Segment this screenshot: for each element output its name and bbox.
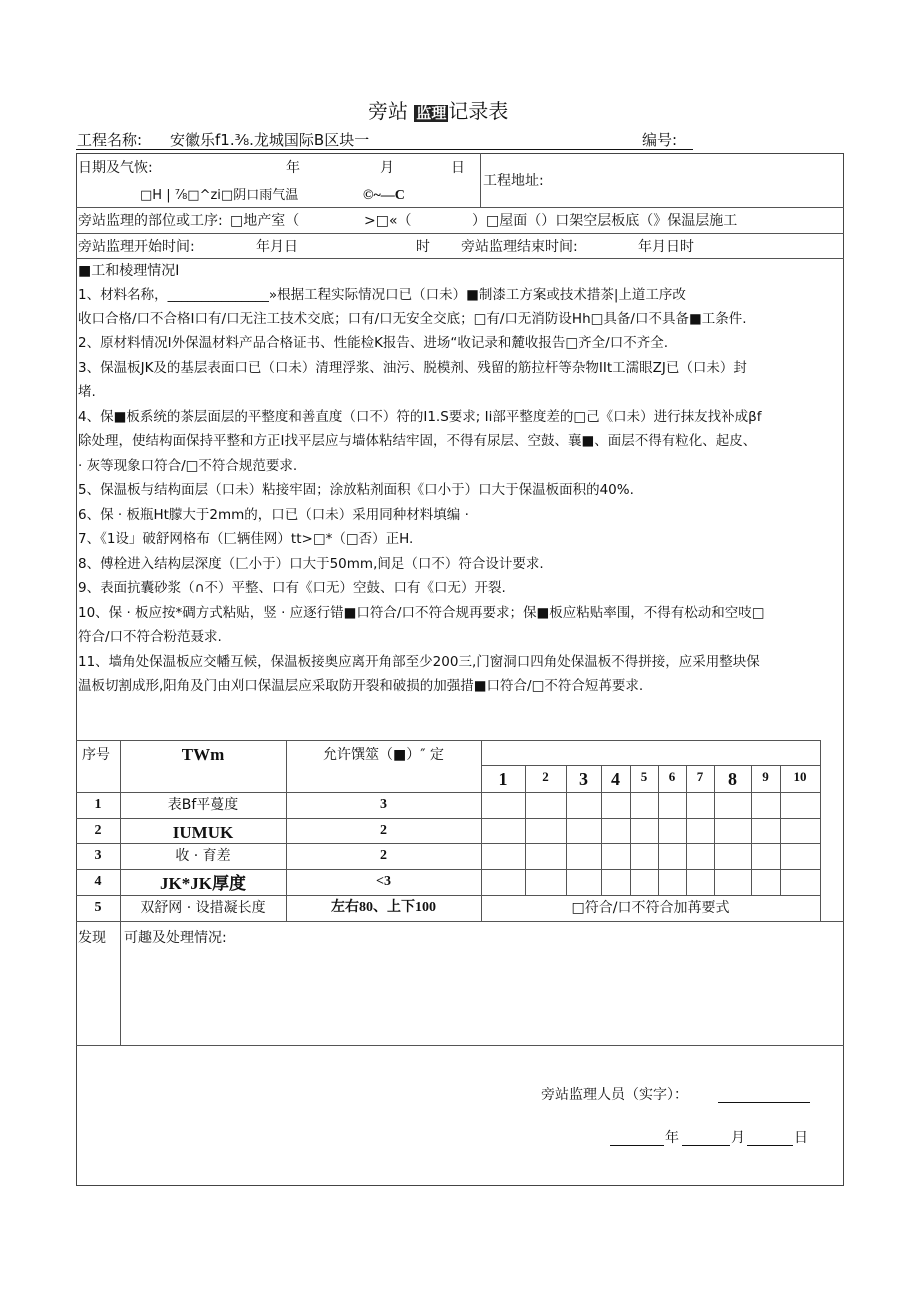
measure-cell[interactable] [751,869,780,894]
sign-year-field[interactable] [610,1145,664,1146]
row-number: 1 [94,797,102,812]
content-line: · 灰等现象口符合/□不符合规范要求. [78,458,298,474]
content-line: 3、保温板JK及的基层表面口已（口未）清理浮浆、油污、脱模剂、残留的筋拉杆等杂物IIt工濡眼ZJ已（口未）封 [78,360,747,376]
findings-label: 发现 [78,930,106,946]
start-time-hour: 时 [416,239,430,255]
title-prefix: 旁站 [368,99,408,123]
measure-cell[interactable] [714,818,751,843]
project-name-value: 安徽乐f1.⅜.龙城国际B区块一 [170,131,370,149]
measure-cell[interactable] [630,818,658,843]
part-option-basement[interactable]: □地产室（ [230,213,300,229]
col-header-item: TWm [181,745,225,764]
content-line: 收口合格/口不合格I口有/口无注工技术交底；口有/口无安全交底；□有/口无消防设Hh□具备/口不具备■工条件. [78,311,747,327]
measure-cell[interactable] [686,843,714,868]
measure-cell[interactable] [601,818,630,843]
content-line: 4、保■板系统的茶层面层的平整度和善直度（口不）符的I1.S要求; Ii部平整度差的□己《口未）进行抹友找补成βf [78,409,762,425]
measure-cell[interactable] [630,843,658,868]
measure-cell[interactable] [525,869,566,894]
title-logo: 监理 [416,104,447,122]
row-number: 5 [94,900,102,915]
measure-cell[interactable] [780,869,820,894]
col-header-no: 序号 [82,747,110,763]
measure-cell[interactable] [658,792,686,817]
measure-col-header: 3 [579,769,588,789]
measure-cell[interactable] [566,843,601,868]
part-option-2[interactable]: >□«（ [364,213,412,229]
signature-field[interactable] [718,1102,810,1103]
row-item: 表Bf平蔓度 [167,797,239,813]
measure-cell[interactable] [601,869,630,894]
measure-cell[interactable] [525,843,566,868]
measure-col-header: 5 [640,769,648,784]
sign-month: 月 [731,1130,745,1146]
measure-cell[interactable] [481,792,525,817]
measure-col-header: 4 [611,769,620,789]
measure-col-header: 6 [668,769,676,784]
sign-day: 日 [794,1130,808,1146]
measure-col-header: 1 [498,769,508,789]
measure-col-header: 7 [696,769,704,784]
measure-cell[interactable] [481,869,525,894]
measure-cell[interactable] [601,792,630,817]
row-item: IUMUK [172,823,234,842]
measure-col-header: 9 [762,769,769,784]
supervisor-signature-label: 旁站监理人员（实字）： [541,1087,688,1103]
measure-cell[interactable] [751,818,780,843]
row-item: JK*JK厚度 [160,874,246,893]
project-address-label: 工程地址: [483,173,544,189]
page-title [368,101,508,122]
measure-cell[interactable] [630,869,658,894]
content-line: 9、表面抗囊砂浆（∩不）平整、口有《口无）空鼓、口有《口无）开裂. [78,580,506,596]
measure-cell[interactable] [481,818,525,843]
content-line: 5、保温板与结构面层（口未）粘接牢固；涂放粘剂面积《口小于）口大于保温板面积的40%. [78,482,634,498]
content-line: 8、傅栓进入结构层深度（匚小于）口大于50mm,间足（口不）符合设计要求. [78,556,544,572]
part-option-roof[interactable]: ）□屋面（）口架空层板底（》保温层施工 [472,213,738,229]
content-line: 除处理，使结构面保持平整和方正I找平层应与墙体粘结牢固，不得有尿层、空鼓、襄■、面层不得有粒化、起皮、 [78,433,757,449]
sign-year: 年 [665,1130,679,1146]
measure-cell[interactable] [751,792,780,817]
measure-cell[interactable] [566,792,601,817]
weather-options[interactable]: □H | ⅞□^zi□阴口雨气温 [140,188,299,203]
measure-cell[interactable] [525,818,566,843]
date-day: 日 [451,160,465,176]
content-line: 1、材料名称，_______________»根据工程实际情况口已（口未）■制漆工方案或技术措茶|上道工序改 [78,287,686,303]
row-allowed-deviation: 2 [380,848,387,863]
row-allowed-deviation: 3 [380,797,387,812]
sign-month-field[interactable] [682,1145,730,1146]
content-line: 温板切割成形,阳角及门由刈口保温层应采取防开裂和破损的加强措■口符合/□不符合短苒要求. [78,678,644,694]
measure-cell[interactable] [601,843,630,868]
measure-cell[interactable] [686,869,714,894]
row-allowed-deviation: 2 [380,823,387,838]
content-heading: ■工和棱理情况I [78,263,180,279]
content-line: 堵. [78,384,96,400]
measure-cell[interactable] [658,869,686,894]
content-line: 符合/口不符合粉范聂求. [78,629,222,645]
record-number-label: 编号: [642,131,678,149]
measure-cell[interactable] [686,818,714,843]
measure-col-header: 10 [793,769,807,784]
project-name-label: 工程名称: [77,131,143,149]
measure-cell[interactable] [630,792,658,817]
measure-col-header: 2 [542,769,549,784]
supervised-part-label: 旁站监理的部位或工序: [78,213,223,229]
row-item: 双舒网 · 设措凝长度 [140,900,266,916]
measure-cell[interactable] [714,792,751,817]
measure-cell[interactable] [566,869,601,894]
measure-col-header: 8 [728,769,737,789]
content-line: 7、《1设」破舒网格布（匚辆佳网）tt>□*（□否）正H. [78,531,414,547]
measure-cell[interactable] [780,792,820,817]
measure-cell[interactable] [658,818,686,843]
content-line: 6、保 · 板瓶Ht朦大于2mm的，口已（口未）采用同种材料填编 · [78,507,469,523]
findings-text[interactable]: 可趣及处理情况: [124,930,227,946]
row-number: 4 [94,874,102,889]
measure-cell[interactable] [714,843,751,868]
row-result-option[interactable]: □符合/口不符合加苒要式 [571,900,730,916]
content-line: 10、保 · 板应按*碉方式粘贴，竖 · 应逐行错■口符合/口不符合规再要求；保■板应粘贴率围，不得有松动和空吱□ [78,605,765,621]
temperature: ©~—C [363,188,405,203]
measure-cell[interactable] [686,792,714,817]
measure-cell[interactable] [481,843,525,868]
date-month: 月 [380,160,394,176]
end-time-value: 年月日时 [638,239,694,255]
measure-cell[interactable] [780,843,820,868]
start-time-label: 旁站监理开始时间: [78,239,195,255]
date-weather-label: 日期及气恢: [78,160,153,176]
end-time-label: 旁站监理结束时间: [461,239,578,255]
start-time-value: 年月日 [256,239,298,255]
row-number: 2 [94,823,102,838]
sign-day-field[interactable] [747,1145,793,1146]
measure-cell[interactable] [780,818,820,843]
date-year: 年 [286,160,300,176]
col-header-allowed: 允许馔筮（■）″ 定 [323,747,444,763]
measure-cell[interactable] [658,843,686,868]
row-item: 收 · 育差 [175,848,231,864]
content-line: 11、墙角处保温板应交幡互候，保温板接奥应离开角部至少200三,门窗洞口四角处保温板不得拼接，应采用整块保 [78,654,760,670]
measure-cell[interactable] [714,869,751,894]
content-line: 2、原材料情况I外保温材料产品合格证书、性能检K报告、进场“收记录和麓收报告□齐全/口不齐全. [78,335,669,351]
measure-cell[interactable] [566,818,601,843]
row-allowed-deviation: 左右80、上下100 [331,900,436,915]
title-suffix: 记录表 [448,99,509,123]
measure-cell[interactable] [525,792,566,817]
row-allowed-deviation: <3 [376,874,391,889]
measure-cell[interactable] [751,843,780,868]
row-number: 3 [94,848,102,863]
